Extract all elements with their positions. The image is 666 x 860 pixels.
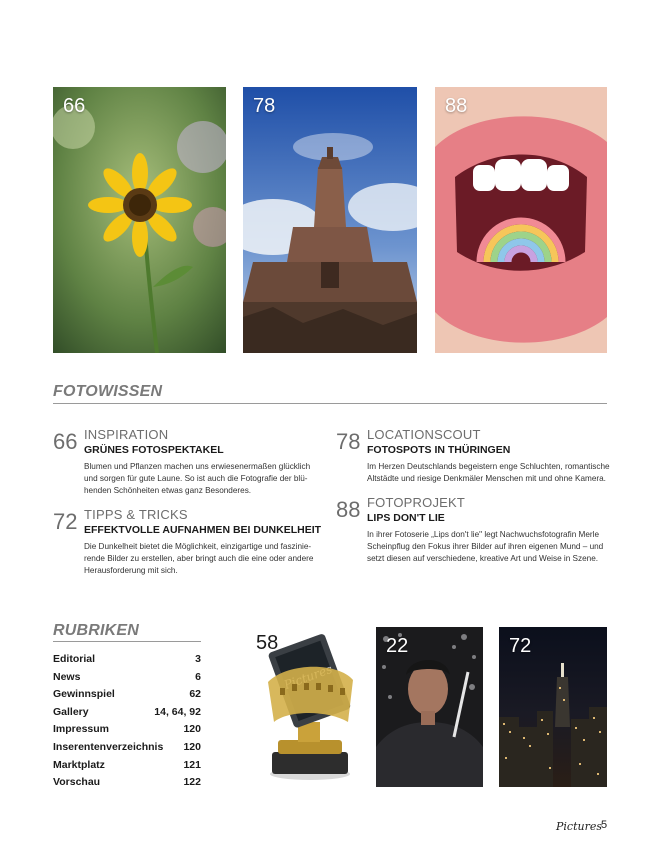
article-page-number: 78 bbox=[336, 429, 361, 454]
article-kicker: INSPIRATION bbox=[84, 427, 169, 442]
list-item[interactable]: Marktplatz 121 bbox=[53, 758, 201, 771]
rainbow-lips-photo bbox=[435, 87, 607, 353]
article-title: FOTOSPOTS IN THÜRINGEN bbox=[367, 444, 511, 456]
rubriken-list bbox=[53, 651, 201, 792]
article-description: Im Herzen Deutschlands begeistern enge Schluchten, romantische Altstädte und riesige Denkmäler Menschen mit und ohne Kamera. bbox=[367, 462, 610, 483]
page-number-label: 88 bbox=[445, 95, 468, 117]
sunflower-photo bbox=[53, 87, 226, 353]
article-entry[interactable] bbox=[336, 495, 611, 565]
folio-page-number: 5 bbox=[601, 819, 608, 831]
page-number-label: 72 bbox=[509, 635, 532, 657]
list-item[interactable]: Inserentenverzeichnis 120 bbox=[53, 740, 201, 753]
list-item[interactable]: News 6 bbox=[53, 670, 201, 683]
monument-photo bbox=[243, 87, 417, 353]
list-item[interactable]: Editorial 3 bbox=[53, 653, 201, 665]
article-page-number: 72 bbox=[53, 509, 78, 534]
list-item[interactable]: Gallery 14, 64, 92 bbox=[53, 705, 201, 718]
section-heading-rubriken: RUBRIKEN bbox=[53, 622, 140, 639]
list-item[interactable]: Gewinnspiel 62 bbox=[53, 688, 201, 701]
article-page-number: 66 bbox=[53, 429, 78, 454]
page-number-label: 66 bbox=[63, 95, 86, 117]
sunflower-image bbox=[53, 87, 226, 353]
section-heading-fotowissen: FOTOWISSEN bbox=[53, 383, 163, 400]
portrait-photo bbox=[376, 627, 483, 787]
article-entry[interactable] bbox=[336, 427, 611, 487]
list-item[interactable]: Impressum 120 bbox=[53, 723, 201, 736]
article-title: LIPS DON'T LIE bbox=[367, 512, 445, 524]
article-entry[interactable] bbox=[53, 427, 323, 497]
section-divider bbox=[53, 403, 607, 404]
article-kicker: FOTOPROJEKT bbox=[367, 495, 466, 510]
article-description: Die Dunkelheit bietet die Möglichkeit, einzigartige und faszinie- rende Bilder zu erstellen, aber bringt auch die eine oder andere Herausforderung mit sich. bbox=[84, 542, 314, 575]
page-number-label: 78 bbox=[253, 95, 276, 117]
article-entry[interactable] bbox=[53, 507, 323, 577]
article-title: EFFEKTVOLLE AUFNAHMEN BEI DUNKELHEIT bbox=[84, 524, 322, 536]
article-kicker: LOCATIONSCOUT bbox=[367, 427, 481, 442]
section-divider bbox=[53, 641, 201, 642]
article-title: GRÜNES FOTOSPEKTAKEL bbox=[84, 444, 224, 456]
award-trophy-photo bbox=[248, 622, 364, 787]
lips-image bbox=[435, 87, 607, 353]
monument-image bbox=[243, 87, 417, 353]
article-page-number: 88 bbox=[336, 497, 361, 522]
page-number-label: 58 bbox=[256, 632, 279, 654]
article-kicker: TIPPS & TRICKS bbox=[84, 507, 188, 522]
magazine-brand-logo: Pictures bbox=[556, 820, 602, 833]
page-number-label: 22 bbox=[386, 635, 409, 657]
article-description: Blumen und Pflanzen machen uns erwiesenermaßen glücklich und sorgen für gute Laune. So ist auch die Fotografie der blü- henden Schönheiten etwas ganz Besonderes. bbox=[84, 462, 311, 495]
list-item[interactable]: Vorschau 122 bbox=[53, 776, 201, 789]
article-description: In ihrer Fotoserie „Lips don't lie" legt Nachwuchsfotografin Merle Scheinpflug den Fokus ihrer Bilder auf ihren eigenen Mund – und setzt diesen auf verschiedene, kreative Art und Weise in Szene. bbox=[367, 530, 604, 563]
night-city-photo bbox=[499, 627, 607, 787]
